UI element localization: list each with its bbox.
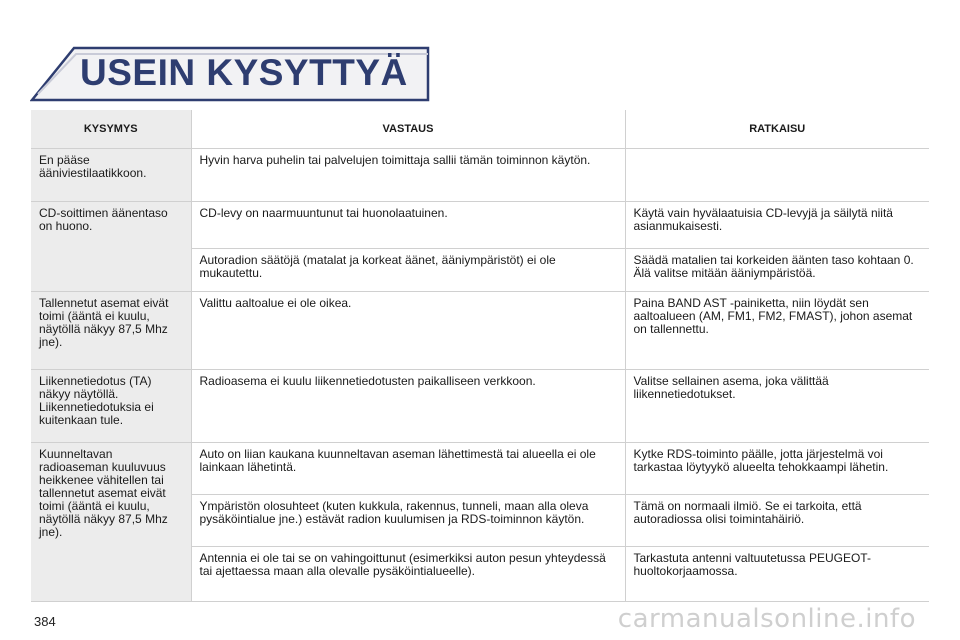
page-title: USEIN KYSYTTYÄ <box>80 52 408 93</box>
page-number: 384 <box>34 614 56 629</box>
solution-cell: Käytä vain hyvälaatuisia CD-levyjä ja säilytä niitä asianmukaisesti. <box>625 202 929 249</box>
answer-cell: Auto on liian kaukana kuunneltavan aseman lähettimestä tai alueella ei ole lainkaan lähetintä. <box>191 443 625 495</box>
solution-cell: Kytke RDS-toiminto päälle, jotta järjestelmä voi tarkastaa löytyykö alueelta tehokkaampi lähetin. <box>625 443 929 495</box>
solution-cell: Valitse sellainen asema, joka välittää liikennetiedotukset. <box>625 370 929 443</box>
question-cell: CD-soittimen äänentaso on huono. <box>31 202 191 292</box>
table-header-row <box>31 110 929 149</box>
solution-cell: Tämä on normaali ilmiö. Se ei tarkoita, että autoradiossa olisi toimintahäiriö. <box>625 495 929 547</box>
table-row <box>31 292 929 370</box>
answer-cell: Radioasema ei kuulu liikennetiedotusten paikalliseen verkkoon. <box>191 370 625 443</box>
solution-cell: Paina BAND AST -painiketta, niin löydät sen aaltoalueen (AM, FM1, FM2, FMAST), johon asemat on tallennettu. <box>625 292 929 370</box>
table-row <box>31 149 929 202</box>
table-row <box>31 443 929 495</box>
solution-cell: Säädä matalien tai korkeiden äänten taso kohtaan 0. Älä valitse mitään ääniympäristöä. <box>625 249 929 292</box>
header-question: KYSYMYS <box>31 110 191 149</box>
question-cell: Tallennetut asemat eivät toimi (ääntä ei kuulu, näytöllä näkyy 87,5 Mhz jne). <box>31 292 191 370</box>
question-cell: Liikennetiedotus (TA) näkyy näytöllä. Liikennetiedotuksia ei kuitenkaan tule. <box>31 370 191 443</box>
answer-cell: Antennia ei ole tai se on vahingoittunut (esimerkiksi auton pesun yhteydessä tai ajettaessa maan alla olevalle pysäköintialueelle). <box>191 547 625 602</box>
solution-cell: Tarkastuta antenni valtuutetussa PEUGEOT-huoltokorjaamossa. <box>625 547 929 602</box>
watermark: carmanualsonline.info <box>617 604 916 634</box>
table-row <box>31 202 929 249</box>
answer-cell: Hyvin harva puhelin tai palvelujen toimittaja sallii tämän toiminnon käytön. <box>191 149 625 202</box>
question-cell: En pääse ääniviestilaatikkoon. <box>31 149 191 202</box>
answer-cell: Ympäristön olosuhteet (kuten kukkula, rakennus, tunneli, maan alla oleva pysäköintialue jne.) estävät radion kuulumisen ja RDS-toiminnon käytön. <box>191 495 625 547</box>
answer-cell: CD-levy on naarmuuntunut tai huonolaatuinen. <box>191 202 625 249</box>
solution-cell <box>625 149 929 202</box>
faq-table <box>31 110 929 602</box>
question-cell: Kuunneltavan radioaseman kuuluvuus heikkenee vähitellen tai tallennetut asemat eivät toimi (ääntä ei kuulu, näytöllä näkyy 87,5 Mhz jne). <box>31 443 191 602</box>
table-row <box>31 370 929 443</box>
answer-cell: Valittu aaltoalue ei ole oikea. <box>191 292 625 370</box>
header-solution: RATKAISU <box>625 110 929 149</box>
header-answer: VASTAUS <box>191 110 625 149</box>
answer-cell: Autoradion säätöjä (matalat ja korkeat äänet, ääniympäristöt) ei ole mukautettu. <box>191 249 625 292</box>
